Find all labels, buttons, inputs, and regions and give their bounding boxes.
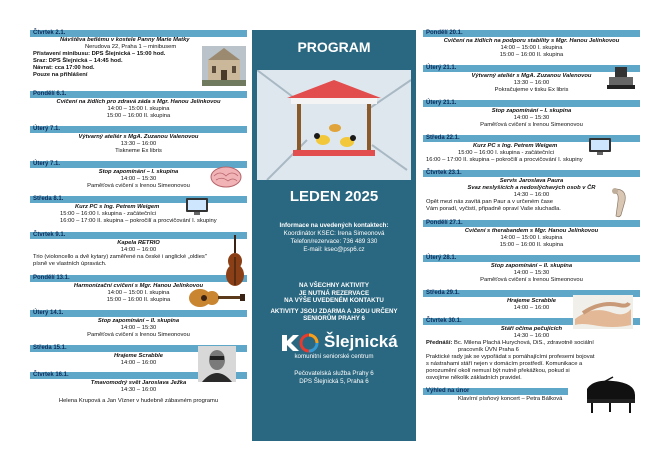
notice-line: SENIORŮM PRAHY 6: [303, 315, 365, 322]
event-line: Paměťová cvičení s Irenou Simeonovou: [87, 332, 190, 338]
event-title: Servis Jaroslava Paura: [499, 178, 564, 184]
day-header: Pondělí 13.1.: [30, 275, 247, 282]
event-line: Paměťová cvičení s Irenou Simeonovou: [480, 277, 583, 283]
event-line: Vám poradí, vyčistí, připadně opraví Vaše sluchadla.: [426, 206, 561, 212]
event-line: písně ve vlastních úpravách.: [33, 261, 107, 267]
day-header: Čtvrtek 16.1.: [30, 372, 247, 379]
computer-icon: [585, 137, 615, 157]
event-block: [423, 72, 640, 100]
event-block: [30, 317, 247, 345]
center-panel: [252, 30, 416, 441]
cello-icon: [224, 235, 246, 287]
event-line: Klavírní písňový koncert – Petra Bálková: [458, 396, 563, 402]
day-header: Úterý 7.1.: [30, 161, 247, 168]
event-block: [423, 37, 640, 65]
left-column: [30, 30, 247, 407]
day-header: Úterý 28.1.: [423, 255, 640, 262]
day-header: Úterý 21.1.: [423, 100, 640, 107]
event-line: 14:00 – 15:00 I. skupina: [107, 106, 170, 112]
event-line: Praktické rady jak se vypořádat s pomáhajícími profesemi bojovat: [426, 354, 595, 360]
day-header: Výhled na únor: [423, 388, 568, 395]
piano-icon: [583, 375, 638, 415]
hands-photo: [573, 295, 633, 329]
event-title: Cvičení na židlích pro zdravá záda s Mgr. Hanou Jelínkovou: [56, 99, 221, 105]
event-title: Cvičení na židlích na podporu stability s Mgr. Hanou Jelínkovou: [443, 38, 620, 44]
event-title: Výtvarný ateliér s MgA. Zuzanou Valenovou: [471, 73, 592, 79]
day-header: Středa 15.1.: [30, 345, 247, 352]
event-title: Kapela RETRIO: [117, 240, 160, 246]
event-title: Stop zapomínání – II. skupina: [490, 263, 573, 269]
day-header: Středa 8.1.: [30, 196, 247, 203]
event-block: [30, 352, 247, 372]
event-place: Nerudova 22, Praha 1 – minibusem: [85, 44, 177, 50]
event-subtitle: Svaz neslyšících a nedoslýchavých osob v ČR: [467, 185, 596, 191]
church-photo: [202, 46, 246, 86]
event-block: [30, 37, 247, 94]
notice-line: NA VÝŠE UVEDENÉM KONTAKTU: [284, 297, 384, 304]
event-title: Kurz PC s Ing. Petrem Weigem: [75, 204, 160, 210]
event-line: Paměťová cvičení s Irenou Simeonovou: [87, 183, 190, 189]
event-line: 15:00 – 16:00 II. skupina: [499, 52, 564, 58]
event-block: [423, 395, 640, 413]
event-line: Návrat: cca 17:00 hod.: [33, 65, 95, 71]
event-line: 15:00 – 16:00 II. skupina: [106, 113, 171, 119]
event-line: Helena Krupová a Jan Vízner v hudebně zábavném programu: [58, 398, 219, 404]
event-title: Stáří očima pečujících: [500, 326, 563, 332]
day-header: Čtvrtek 23.1.: [423, 170, 640, 177]
contact-line: E-mail: ksec@psp6.cz: [303, 246, 365, 253]
event-line: Pouze na přihlášení: [33, 72, 88, 78]
event-block: [30, 239, 247, 275]
event-title: Návštěva betlému v kostele Panny Marie Matky: [60, 37, 190, 43]
event-title: Stop zapomínání – I. skupina: [98, 169, 179, 175]
day-header: Čtvrtek 9.1.: [30, 232, 247, 239]
ko-logo-icon: [280, 333, 320, 353]
notice-line: NA VŠECHNY AKTIVITY: [299, 282, 369, 289]
day-header: Čtvrtek 2.1.: [30, 30, 247, 37]
event-block: [30, 168, 247, 196]
event-block: [423, 297, 640, 318]
event-title: Stop zapomínání – I. skupina: [491, 108, 572, 114]
address-line: DPS Šlejnická 5, Praha 6: [299, 378, 369, 385]
event-line: Trio (violoncello a dvě kytary) zaměřené na české i anglické „oldies": [33, 254, 207, 260]
event-line: s nástrahami stáří nejen v domácím prostředí. Komunikace a: [426, 361, 583, 367]
notice-line: AKTIVITY JSOU ZDARMA A JSOU URČENY: [270, 307, 398, 315]
event-title: Stop zapomínání – II. skupina: [97, 318, 180, 324]
event-block: [423, 262, 640, 290]
computer-icon: [182, 197, 212, 217]
day-header: Úterý 21.1.: [423, 65, 640, 72]
notice-line: JE NUTNÁ REZERVACE: [298, 289, 370, 297]
month-title: LEDEN 2025: [289, 188, 379, 205]
day-header: Pondělí 27.1.: [423, 220, 640, 227]
event-line: porozumění okolí nemusí být nutně překážkou, pokud si: [426, 368, 570, 374]
event-line: 15:00 – 16:00 I. skupina - začátečníci: [60, 211, 157, 217]
event-title: Kurz PC s Ing. Petrem Weigem: [473, 143, 558, 149]
contact-heading: Informace na uvedených kontaktech:: [279, 222, 389, 229]
contact-info: [252, 222, 416, 254]
contact-line: Koordinátor KSEC: Irena Simeonová: [283, 230, 385, 237]
event-line: 13:30 – 16:00: [120, 141, 157, 147]
event-line: osvojíme několik základních pravidel.: [426, 375, 522, 381]
event-line: 14:00 – 15:30: [120, 176, 157, 182]
event-line: 14:00 – 15:30: [513, 270, 550, 276]
event-line: Paměťová cvičení s Irenou Simeonovou: [480, 122, 583, 128]
event-line: 14:00 – 15:00 I. skupina: [500, 235, 563, 241]
event-line: 14:30 – 16:00: [120, 387, 157, 393]
event-line: 14:00 – 15:00 I. skupina: [500, 45, 563, 51]
day-header: Pondělí 20.1.: [423, 30, 640, 37]
event-block: [423, 142, 640, 170]
event-line: 14:00 – 16:00: [120, 360, 157, 366]
event-block: [30, 133, 247, 161]
event-line: 15:00 – 16:00 I. skupina - začátečníci: [458, 150, 555, 156]
event-title: Cvičení s therabandem s Mgr. Hanou Jelínkovou: [464, 228, 599, 234]
event-block: [423, 227, 640, 255]
event-title: Hrajeme Scrabble: [114, 353, 163, 359]
event-line: Sraz: DPS Šlejnická – 14:45 hod.: [33, 58, 123, 64]
event-line: Pokračujeme v tisku Ex libris: [494, 87, 569, 93]
event-line: 14:00 – 15:30: [120, 325, 157, 331]
day-header: Úterý 14.1.: [30, 310, 247, 317]
day-header: Úterý 7.1.: [30, 126, 247, 133]
right-column: [423, 30, 640, 413]
event-line: 13:30 – 16:00: [513, 80, 550, 86]
address-line: Pečovatelská služba Prahy 6: [294, 370, 374, 377]
event-line: 14:00 – 16:00: [513, 305, 550, 311]
event-title: Tmavomodrý svět Jaroslava Ježka: [90, 380, 187, 386]
contact-line: Telefon/rezervace: 736 489 330: [290, 238, 378, 245]
event-line: pracovník ÚVN Praha 6: [458, 347, 519, 353]
event-line: Přistavení minibusu: DPS Šlejnická – 15:00 hod.: [33, 51, 166, 57]
event-line: 14:00 – 16:00: [120, 247, 157, 253]
event-line: 15:00 – 16:00 II. skupina: [106, 297, 171, 303]
address: [257, 370, 411, 386]
birdfeeder-photo: [257, 70, 411, 180]
event-line: 14:30 – 16:00: [513, 192, 550, 198]
event-block: [30, 282, 247, 310]
event-title: Hrajeme Scrabble: [507, 298, 556, 304]
logo-text: Šlejnická: [324, 332, 398, 351]
event-line: 14:00 – 15:00 I. skupina: [107, 290, 170, 296]
event-line: 16:00 – 17:00 II. skupina – pokročilí a procvičování I. skupiny: [426, 157, 583, 163]
guitar-icon: [188, 286, 246, 308]
event-block: [30, 98, 247, 126]
event-line: Přednáší: Bc. Milena Plachá Hurychová, DiS., zdravotně sociální: [426, 340, 594, 346]
event-block: [30, 203, 247, 232]
day-header: Středa 29.1.: [423, 290, 640, 297]
day-header: Čtvrtek 30.1.: [423, 318, 640, 325]
portrait-photo: [198, 346, 236, 382]
logo-subtitle: komunitní seniorské centrum: [294, 353, 374, 360]
event-title: Harmonizační cvičení s Mgr. Hanou Jelínkovou: [73, 283, 204, 289]
event-block: [30, 379, 247, 407]
stamp-icon: [603, 67, 639, 91]
page-title: PROGRAM: [297, 39, 371, 55]
event-title: Výtvarný ateliér s MgA. Zuzanou Valenovou: [78, 134, 199, 140]
day-header: Středa 22.1.: [423, 135, 640, 142]
event-line: 16:00 – 17:00 II. skupina – pokročilí a procvičování I. skupiny: [60, 218, 217, 224]
day-header: Pondělí 6.1.: [30, 91, 247, 98]
brand-block: [257, 330, 411, 440]
brain-icon: [206, 164, 246, 190]
event-block: [423, 107, 640, 135]
event-line: 15:00 – 16:00 II. skupina: [499, 242, 564, 248]
event-line: Tiskneme Ex libris: [115, 148, 162, 154]
notice: [252, 282, 416, 323]
hearing-aid-icon: [607, 187, 631, 219]
logo: [280, 332, 400, 354]
event-line: Opět mezi nás zavítá pan Paur a v určeném čase: [426, 199, 553, 205]
event-line: 14:00 – 15:30: [513, 115, 550, 121]
event-block: [423, 177, 640, 220]
event-line: 14:30 – 16:00: [513, 333, 550, 339]
